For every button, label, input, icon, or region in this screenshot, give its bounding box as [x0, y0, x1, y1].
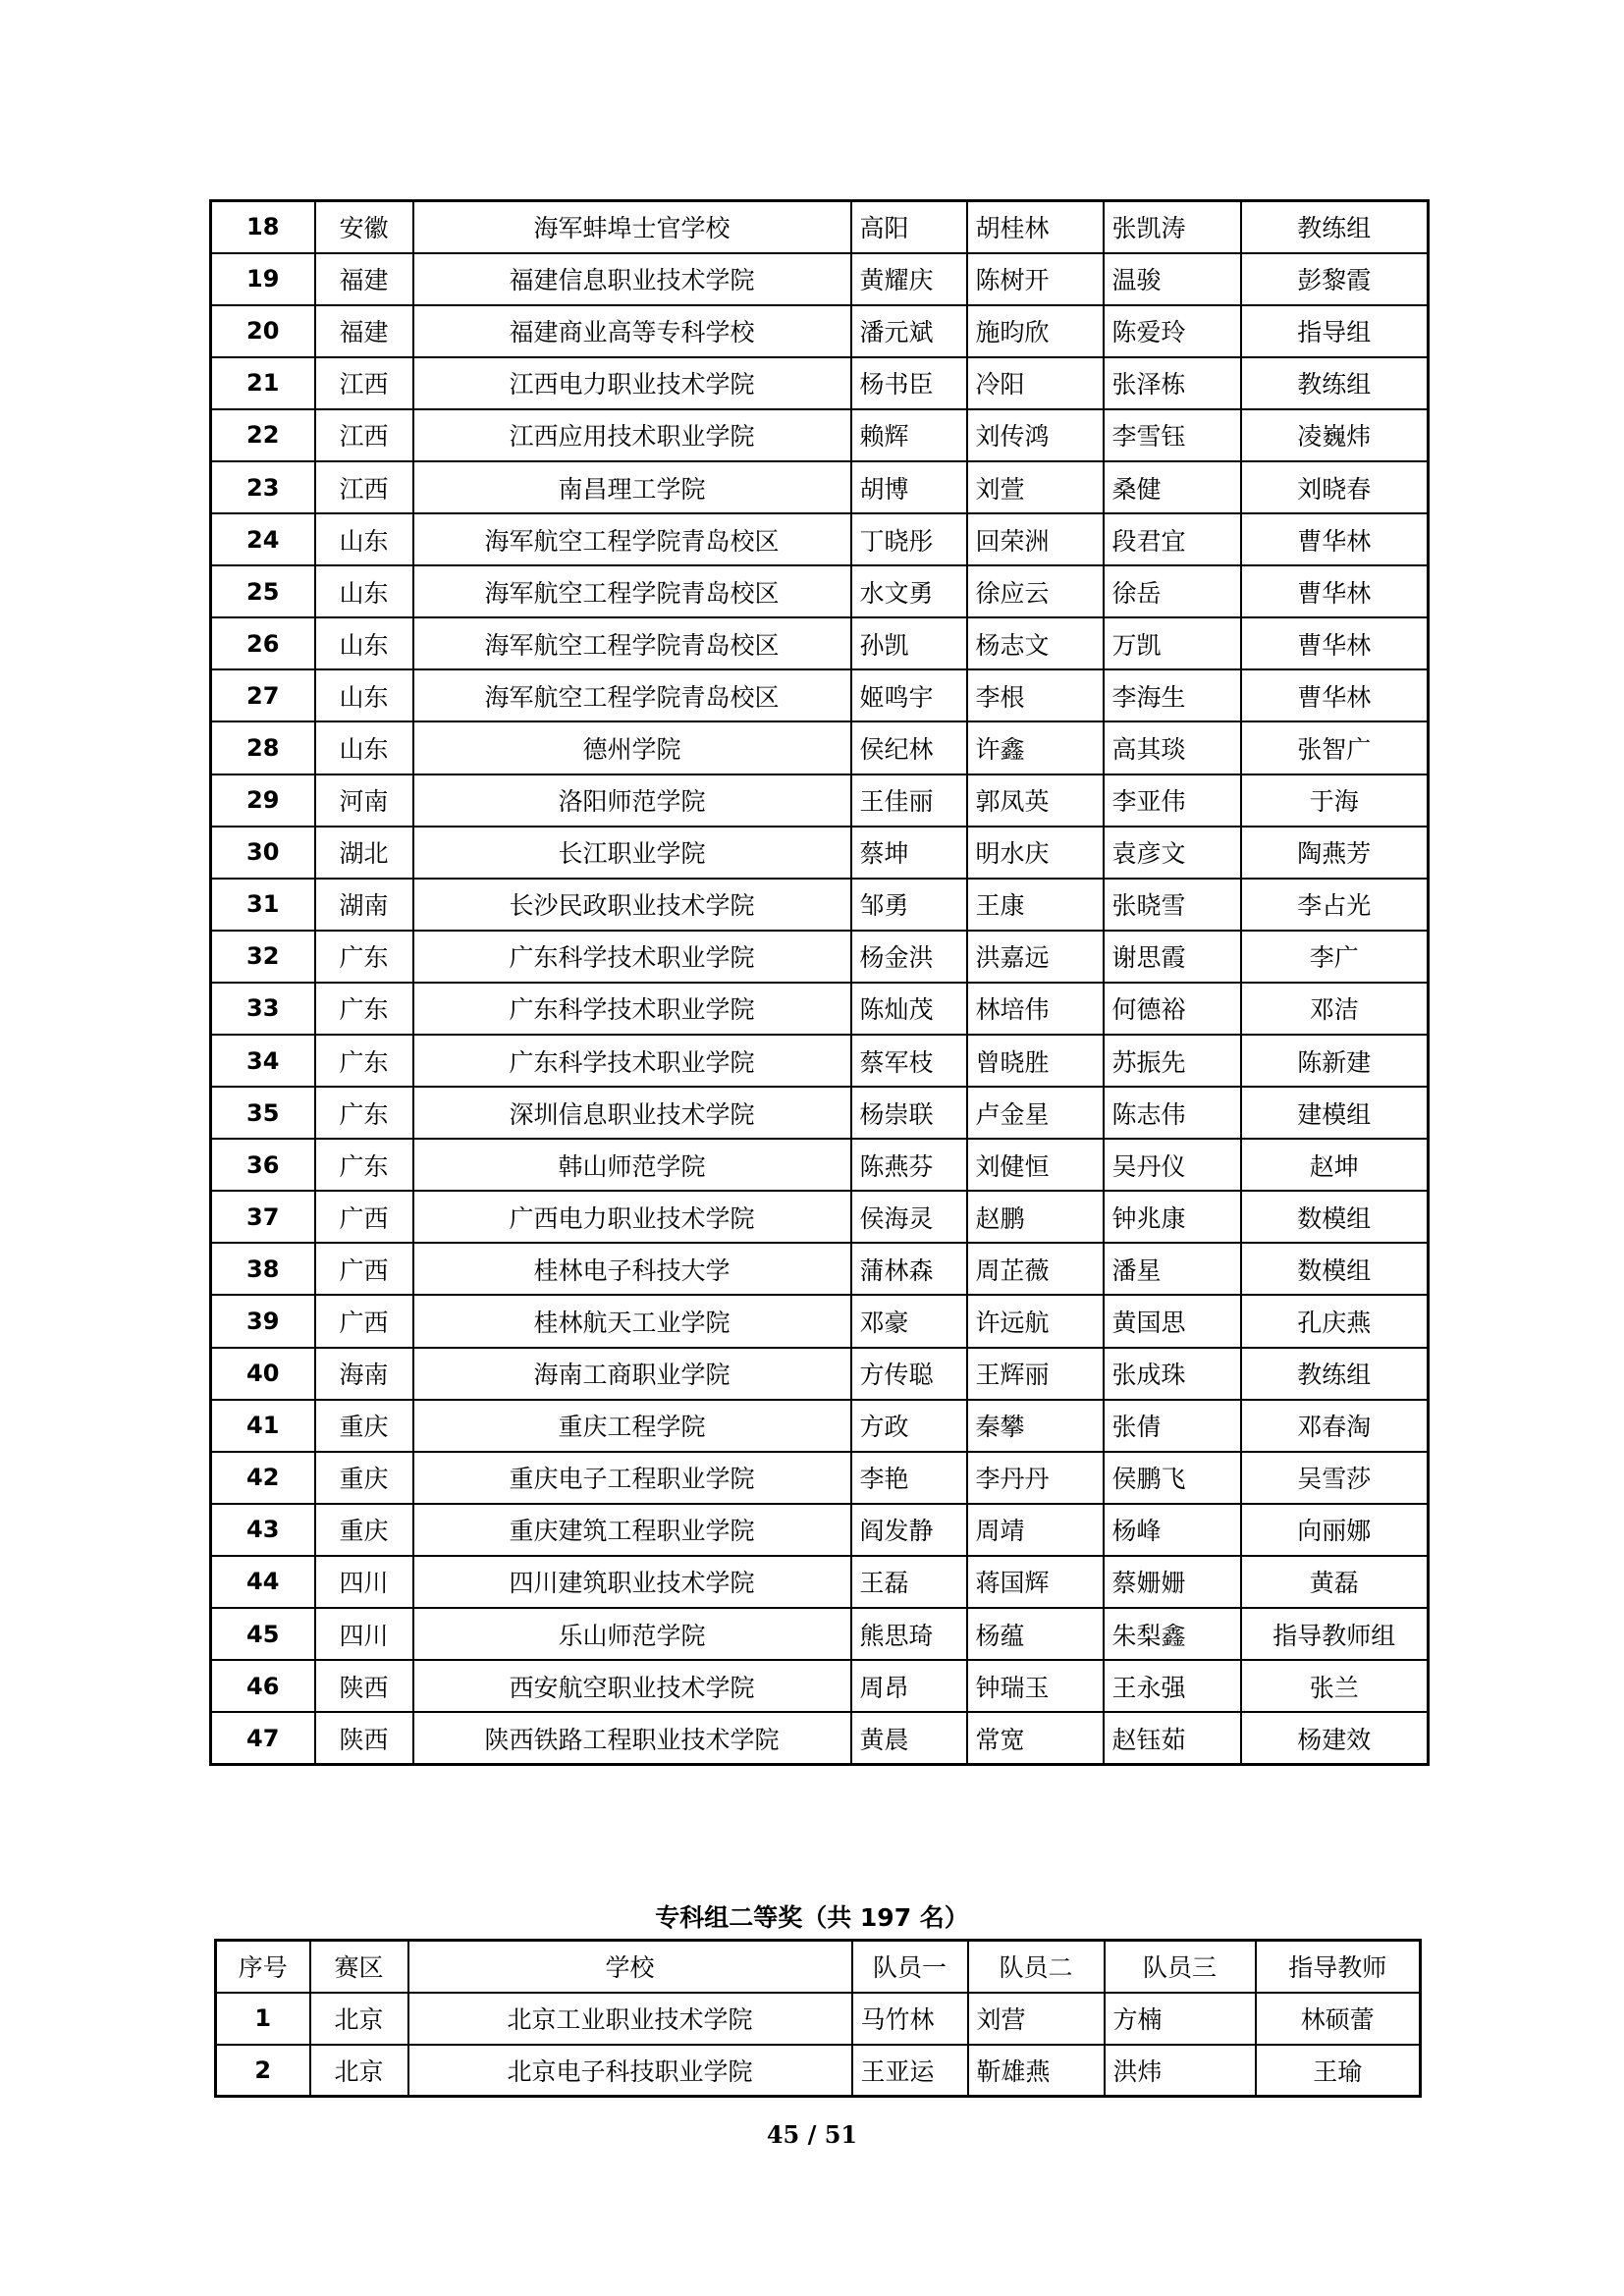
cell-member-3: 高其琰: [1104, 721, 1241, 774]
cell-member-3: 张晓雪: [1104, 879, 1241, 931]
cell-school: 北京电子科技职业学院: [408, 2045, 852, 2097]
cell-member-3: 王永强: [1104, 1660, 1241, 1712]
cell-advisor: 刘晓春: [1241, 461, 1429, 513]
cell-member-2: 李丹丹: [967, 1452, 1104, 1504]
cell-advisor: 彭黎霞: [1241, 253, 1429, 305]
cell-member-1: 方政: [851, 1400, 967, 1452]
cell-advisor: 杨建效: [1241, 1712, 1429, 1764]
cell-member-1: 马竹林: [852, 1993, 968, 2045]
cell-advisor: 林硕蕾: [1256, 1993, 1421, 2045]
cell-region: 山东: [315, 513, 413, 565]
table-row: [211, 983, 1429, 1035]
cell-advisor: 黄磊: [1241, 1556, 1429, 1608]
cell-member-2: 赵鹏: [967, 1191, 1104, 1243]
cell-school: 重庆建筑工程职业学院: [413, 1504, 851, 1556]
table-row: [211, 931, 1429, 983]
cell-index: 46: [211, 1660, 315, 1712]
table-row: [211, 617, 1429, 669]
cell-region: 湖北: [315, 827, 413, 879]
cell-member-1: 蒲林森: [851, 1243, 967, 1295]
cell-member-3: 谢思霞: [1104, 931, 1241, 983]
cell-region: 四川: [315, 1608, 413, 1660]
table-row: [211, 879, 1429, 931]
cell-school: 洛阳师范学院: [413, 774, 851, 827]
cell-index: 2: [216, 2045, 310, 2097]
cell-school: 乐山师范学院: [413, 1608, 851, 1660]
cell-member-2: 靳雄燕: [968, 2045, 1105, 2097]
cell-member-3: 李亚伟: [1104, 774, 1241, 827]
cell-member-2: 刘传鸿: [967, 409, 1104, 461]
cell-advisor: 李广: [1241, 931, 1429, 983]
cell-region: 广西: [315, 1243, 413, 1295]
cell-region: 福建: [315, 253, 413, 305]
table-row: [211, 1504, 1429, 1556]
cell-member-2: 李根: [967, 669, 1104, 721]
cell-school: 桂林电子科技大学: [413, 1243, 851, 1295]
header-member-1: 队员一: [852, 1941, 968, 1993]
cell-index: 33: [211, 983, 315, 1035]
cell-index: 1: [216, 1993, 310, 2045]
cell-index: 18: [211, 201, 315, 253]
cell-member-1: 蔡军枝: [851, 1035, 967, 1087]
cell-member-2: 陈树开: [967, 253, 1104, 305]
cell-region: 江西: [315, 461, 413, 513]
cell-school: 长沙民政职业技术学院: [413, 879, 851, 931]
table-row: [211, 1348, 1429, 1400]
cell-member-1: 丁晓彤: [851, 513, 967, 565]
cell-index: 26: [211, 617, 315, 669]
cell-member-1: 黄耀庆: [851, 253, 967, 305]
cell-member-3: 吴丹仪: [1104, 1139, 1241, 1191]
cell-member-2: 徐应云: [967, 565, 1104, 617]
cell-region: 广东: [315, 931, 413, 983]
cell-member-2: 刘健恒: [967, 1139, 1104, 1191]
cell-member-2: 常宽: [967, 1712, 1104, 1764]
cell-school: 福建商业高等专科学校: [413, 305, 851, 357]
cell-member-3: 张成珠: [1104, 1348, 1241, 1400]
cell-index: 37: [211, 1191, 315, 1243]
header-member-2: 队员二: [968, 1941, 1105, 1993]
cell-advisor: 陶燕芳: [1241, 827, 1429, 879]
cell-member-2: 胡桂林: [967, 201, 1104, 253]
cell-member-2: 卢金星: [967, 1087, 1104, 1139]
cell-member-2: 许鑫: [967, 721, 1104, 774]
cell-advisor: 教练组: [1241, 357, 1429, 409]
cell-member-3: 温骏: [1104, 253, 1241, 305]
cell-member-3: 桑健: [1104, 461, 1241, 513]
cell-region: 海南: [315, 1348, 413, 1400]
table-row: [211, 1400, 1429, 1452]
table-row: [216, 2045, 1421, 2097]
cell-member-1: 熊思琦: [851, 1608, 967, 1660]
cell-member-3: 赵钰茹: [1104, 1712, 1241, 1764]
table-row: [211, 1608, 1429, 1660]
table-row: [211, 253, 1429, 305]
cell-member-1: 侯海灵: [851, 1191, 967, 1243]
cell-index: 24: [211, 513, 315, 565]
cell-advisor: 陈新建: [1241, 1035, 1429, 1087]
cell-member-2: 曾晓胜: [967, 1035, 1104, 1087]
cell-member-1: 阎发静: [851, 1504, 967, 1556]
header-region: 赛区: [310, 1941, 408, 1993]
cell-member-1: 孙凯: [851, 617, 967, 669]
cell-index: 20: [211, 305, 315, 357]
cell-advisor: 教练组: [1241, 201, 1429, 253]
cell-index: 32: [211, 931, 315, 983]
cell-member-3: 潘星: [1104, 1243, 1241, 1295]
cell-member-2: 施昀欣: [967, 305, 1104, 357]
table-row: [211, 461, 1429, 513]
cell-index: 36: [211, 1139, 315, 1191]
cell-member-3: 钟兆康: [1104, 1191, 1241, 1243]
table-row: [211, 565, 1429, 617]
cell-member-3: 袁彦文: [1104, 827, 1241, 879]
cell-member-3: 黄国思: [1104, 1295, 1241, 1347]
cell-advisor: 邓洁: [1241, 983, 1429, 1035]
cell-member-3: 张泽栋: [1104, 357, 1241, 409]
table-row: [211, 827, 1429, 879]
header-member-3: 队员三: [1105, 1941, 1256, 1993]
cell-member-3: 蔡姗姗: [1104, 1556, 1241, 1608]
cell-region: 福建: [315, 305, 413, 357]
cell-index: 30: [211, 827, 315, 879]
cell-member-2: 刘营: [968, 1993, 1105, 2045]
cell-school: 海南工商职业学院: [413, 1348, 851, 1400]
cell-member-1: 胡博: [851, 461, 967, 513]
cell-region: 四川: [315, 1556, 413, 1608]
cell-member-3: 张倩: [1104, 1400, 1241, 1452]
cell-school: 重庆电子工程职业学院: [413, 1452, 851, 1504]
cell-school: 重庆工程学院: [413, 1400, 851, 1452]
cell-region: 河南: [315, 774, 413, 827]
cell-member-1: 蔡坤: [851, 827, 967, 879]
cell-index: 19: [211, 253, 315, 305]
cell-member-3: 徐岳: [1104, 565, 1241, 617]
cell-region: 广西: [315, 1191, 413, 1243]
cell-school: 广东科学技术职业学院: [413, 983, 851, 1035]
cell-member-2: 刘萱: [967, 461, 1104, 513]
cell-index: 21: [211, 357, 315, 409]
cell-index: 29: [211, 774, 315, 827]
cell-index: 34: [211, 1035, 315, 1087]
cell-region: 江西: [315, 409, 413, 461]
cell-member-2: 许远航: [967, 1295, 1104, 1347]
table-row: [211, 1452, 1429, 1504]
cell-school: 西安航空职业技术学院: [413, 1660, 851, 1712]
cell-member-1: 周昂: [851, 1660, 967, 1712]
cell-index: 45: [211, 1608, 315, 1660]
cell-advisor: 曹华林: [1241, 669, 1429, 721]
table-row: [211, 669, 1429, 721]
cell-member-1: 侯纪林: [851, 721, 967, 774]
award-table-second-prize: [214, 1939, 1422, 2098]
cell-advisor: 吴雪莎: [1241, 1452, 1429, 1504]
cell-member-3: 侯鹏飞: [1104, 1452, 1241, 1504]
cell-member-2: 杨蕴: [967, 1608, 1104, 1660]
cell-advisor: 建模组: [1241, 1087, 1429, 1139]
cell-school: 海军航空工程学院青岛校区: [413, 565, 851, 617]
cell-member-3: 方楠: [1105, 1993, 1256, 2045]
cell-region: 安徽: [315, 201, 413, 253]
cell-member-1: 王亚运: [852, 2045, 968, 2097]
cell-member-2: 王康: [967, 879, 1104, 931]
table-row: [211, 1243, 1429, 1295]
cell-index: 23: [211, 461, 315, 513]
table-row: [211, 409, 1429, 461]
cell-region: 山东: [315, 669, 413, 721]
cell-school: 海军航空工程学院青岛校区: [413, 513, 851, 565]
cell-region: 广东: [315, 1139, 413, 1191]
cell-advisor: 指导组: [1241, 305, 1429, 357]
cell-member-3: 段君宜: [1104, 513, 1241, 565]
table-row: [211, 1139, 1429, 1191]
table-row: [211, 1035, 1429, 1087]
table-row: [211, 1087, 1429, 1139]
award-table-body: [211, 201, 1429, 1765]
cell-index: 44: [211, 1556, 315, 1608]
cell-advisor: 孔庆燕: [1241, 1295, 1429, 1347]
cell-advisor: 邓春淘: [1241, 1400, 1429, 1452]
cell-school: 陕西铁路工程职业技术学院: [413, 1712, 851, 1764]
cell-member-2: 杨志文: [967, 617, 1104, 669]
cell-member-2: 蒋国辉: [967, 1556, 1104, 1608]
cell-advisor: 凌巍炜: [1241, 409, 1429, 461]
cell-index: 35: [211, 1087, 315, 1139]
cell-member-1: 高阳: [851, 201, 967, 253]
cell-member-3: 洪炜: [1105, 2045, 1256, 2097]
cell-index: 25: [211, 565, 315, 617]
cell-index: 38: [211, 1243, 315, 1295]
cell-index: 28: [211, 721, 315, 774]
cell-member-2: 周靖: [967, 1504, 1104, 1556]
cell-member-2: 明水庆: [967, 827, 1104, 879]
cell-advisor: 张兰: [1241, 1660, 1429, 1712]
cell-member-1: 王佳丽: [851, 774, 967, 827]
table-row: [211, 721, 1429, 774]
table-row: [211, 305, 1429, 357]
cell-member-3: 朱梨鑫: [1104, 1608, 1241, 1660]
cell-region: 广东: [315, 1087, 413, 1139]
cell-region: 广东: [315, 1035, 413, 1087]
cell-advisor: 于海: [1241, 774, 1429, 827]
cell-school: 德州学院: [413, 721, 851, 774]
page-number: 45 / 51: [766, 2120, 858, 2149]
cell-member-1: 李艳: [851, 1452, 967, 1504]
cell-region: 山东: [315, 617, 413, 669]
award-table-continued: [209, 199, 1430, 1766]
cell-index: 41: [211, 1400, 315, 1452]
table-row: [211, 1712, 1429, 1764]
cell-member-3: 苏振先: [1104, 1035, 1241, 1087]
cell-member-1: 杨金洪: [851, 931, 967, 983]
cell-region: 江西: [315, 357, 413, 409]
cell-advisor: 曹华林: [1241, 513, 1429, 565]
cell-region: 陕西: [315, 1712, 413, 1764]
cell-member-3: 杨峰: [1104, 1504, 1241, 1556]
cell-school: 广西电力职业技术学院: [413, 1191, 851, 1243]
table-row: [211, 1295, 1429, 1347]
cell-advisor: 张智广: [1241, 721, 1429, 774]
cell-member-1: 陈灿茂: [851, 983, 967, 1035]
cell-school: 韩山师范学院: [413, 1139, 851, 1191]
table-row: [211, 1191, 1429, 1243]
cell-index: 43: [211, 1504, 315, 1556]
cell-region: 陕西: [315, 1660, 413, 1712]
cell-member-1: 赖辉: [851, 409, 967, 461]
cell-member-3: 万凯: [1104, 617, 1241, 669]
cell-index: 40: [211, 1348, 315, 1400]
cell-advisor: 赵坤: [1241, 1139, 1429, 1191]
section-title: 专科组二等奖（共 197 名）: [655, 1903, 969, 1932]
cell-region: 广西: [315, 1295, 413, 1347]
cell-region: 北京: [310, 1993, 408, 2045]
table-row: [211, 201, 1429, 253]
table-row: [211, 1660, 1429, 1712]
cell-school: 海军航空工程学院青岛校区: [413, 669, 851, 721]
table-header-row: [216, 1941, 1421, 1993]
header-index: 序号: [216, 1941, 310, 1993]
header-advisor: 指导教师: [1256, 1941, 1421, 1993]
cell-member-2: 钟瑞玉: [967, 1660, 1104, 1712]
cell-member-1: 杨崇联: [851, 1087, 967, 1139]
cell-region: 重庆: [315, 1504, 413, 1556]
table-row: [211, 774, 1429, 827]
cell-region: 山东: [315, 565, 413, 617]
cell-school: 深圳信息职业技术学院: [413, 1087, 851, 1139]
header-school: 学校: [408, 1941, 852, 1993]
cell-member-2: 冷阳: [967, 357, 1104, 409]
cell-advisor: 曹华林: [1241, 565, 1429, 617]
cell-member-3: 陈爱玲: [1104, 305, 1241, 357]
cell-region: 山东: [315, 721, 413, 774]
cell-advisor: 李占光: [1241, 879, 1429, 931]
table-row: [216, 1993, 1421, 2045]
cell-school: 桂林航天工业学院: [413, 1295, 851, 1347]
cell-member-3: 李海生: [1104, 669, 1241, 721]
cell-member-1: 杨书臣: [851, 357, 967, 409]
cell-member-2: 王辉丽: [967, 1348, 1104, 1400]
cell-member-1: 水文勇: [851, 565, 967, 617]
cell-region: 广东: [315, 983, 413, 1035]
cell-advisor: 数模组: [1241, 1243, 1429, 1295]
cell-school: 海军蚌埠士官学校: [413, 201, 851, 253]
cell-region: 北京: [310, 2045, 408, 2097]
cell-index: 42: [211, 1452, 315, 1504]
cell-advisor: 王瑜: [1256, 2045, 1421, 2097]
cell-member-2: 郭凤英: [967, 774, 1104, 827]
cell-advisor: 曹华林: [1241, 617, 1429, 669]
cell-school: 南昌理工学院: [413, 461, 851, 513]
cell-index: 47: [211, 1712, 315, 1764]
cell-member-3: 李雪钰: [1104, 409, 1241, 461]
cell-school: 四川建筑职业技术学院: [413, 1556, 851, 1608]
cell-index: 22: [211, 409, 315, 461]
cell-member-2: 回荣洲: [967, 513, 1104, 565]
cell-member-3: 陈志伟: [1104, 1087, 1241, 1139]
cell-member-3: 何德裕: [1104, 983, 1241, 1035]
cell-member-3: 张凯涛: [1104, 201, 1241, 253]
cell-school: 江西电力职业技术学院: [413, 357, 851, 409]
cell-index: 27: [211, 669, 315, 721]
cell-school: 北京工业职业技术学院: [408, 1993, 852, 2045]
cell-advisor: 向丽娜: [1241, 1504, 1429, 1556]
cell-member-1: 黄晨: [851, 1712, 967, 1764]
cell-school: 广东科学技术职业学院: [413, 931, 851, 983]
cell-member-1: 陈燕芬: [851, 1139, 967, 1191]
cell-member-2: 洪嘉远: [967, 931, 1104, 983]
table-row: [211, 357, 1429, 409]
cell-region: 重庆: [315, 1452, 413, 1504]
cell-member-1: 姬鸣宇: [851, 669, 967, 721]
cell-member-2: 周芷薇: [967, 1243, 1104, 1295]
cell-region: 重庆: [315, 1400, 413, 1452]
cell-school: 江西应用技术职业学院: [413, 409, 851, 461]
cell-index: 39: [211, 1295, 315, 1347]
cell-member-2: 林培伟: [967, 983, 1104, 1035]
cell-index: 31: [211, 879, 315, 931]
cell-member-1: 邹勇: [851, 879, 967, 931]
cell-advisor: 指导教师组: [1241, 1608, 1429, 1660]
second-prize-table-body: [216, 1993, 1421, 2097]
cell-member-2: 秦攀: [967, 1400, 1104, 1452]
cell-advisor: 数模组: [1241, 1191, 1429, 1243]
cell-school: 海军航空工程学院青岛校区: [413, 617, 851, 669]
table-row: [211, 1556, 1429, 1608]
cell-member-1: 王磊: [851, 1556, 967, 1608]
cell-advisor: 教练组: [1241, 1348, 1429, 1400]
table-row: [211, 513, 1429, 565]
cell-school: 福建信息职业技术学院: [413, 253, 851, 305]
cell-school: 广东科学技术职业学院: [413, 1035, 851, 1087]
cell-school: 长江职业学院: [413, 827, 851, 879]
cell-member-1: 方传聪: [851, 1348, 967, 1400]
cell-member-1: 潘元斌: [851, 305, 967, 357]
cell-region: 湖南: [315, 879, 413, 931]
cell-member-1: 邓豪: [851, 1295, 967, 1347]
